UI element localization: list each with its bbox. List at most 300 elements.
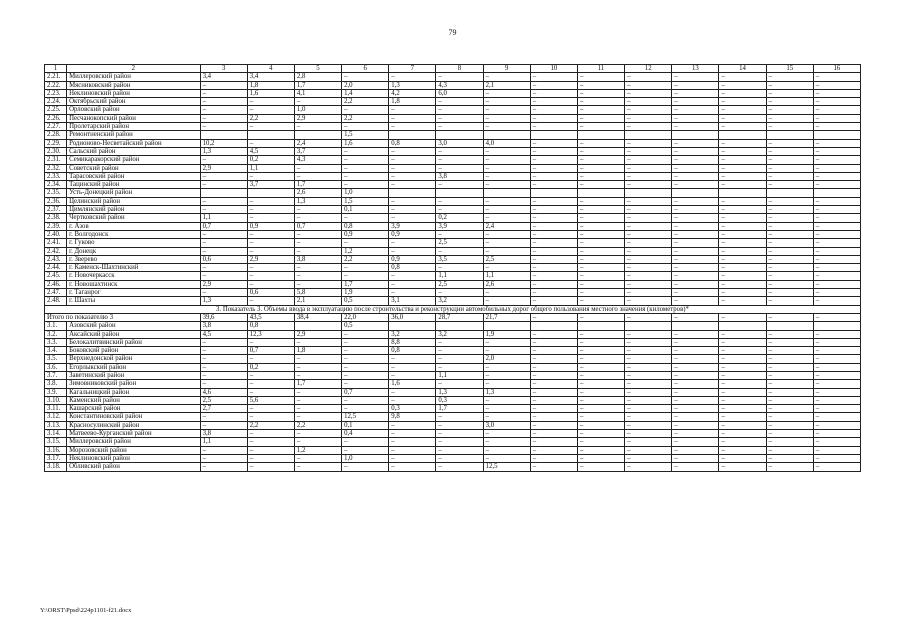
value-cell: –: [200, 206, 247, 214]
value-cell: –: [577, 396, 624, 404]
value-cell: –: [766, 147, 813, 155]
value-cell: –: [719, 139, 766, 147]
value-cell: –: [672, 313, 719, 321]
table-row: [45, 347, 861, 355]
value-cell: –: [813, 230, 860, 238]
value-cell: –: [530, 106, 577, 114]
district-name: Пролетарский район: [67, 123, 200, 131]
value-cell: –: [577, 421, 624, 429]
value-cell: –: [530, 230, 577, 238]
total-row: [45, 313, 861, 321]
value-cell: –: [672, 106, 719, 114]
value-cell: –: [625, 463, 672, 471]
value-cell: –: [247, 355, 294, 363]
value-cell: 3,2: [436, 297, 483, 305]
table-row: [45, 413, 861, 421]
value-cell: –: [577, 297, 624, 305]
value-cell: –: [719, 264, 766, 272]
value-cell: –: [766, 214, 813, 222]
value-cell: –: [389, 289, 436, 297]
value-cell: –: [294, 338, 341, 346]
value-cell: –: [389, 156, 436, 164]
value-cell: –: [719, 313, 766, 321]
value-cell: –: [813, 297, 860, 305]
value-cell: 3,4: [200, 73, 247, 81]
row-number: 2.29.: [45, 139, 67, 147]
table-row: [45, 446, 861, 454]
value-cell: –: [436, 446, 483, 454]
table-row: [45, 131, 861, 139]
value-cell: 1,8: [294, 347, 341, 355]
table-row: [45, 289, 861, 297]
value-cell: –: [389, 73, 436, 81]
column-header: 6: [342, 65, 389, 73]
data-table: [44, 64, 861, 472]
value-cell: [247, 189, 294, 197]
value-cell: –: [200, 247, 247, 255]
column-header: 13: [672, 65, 719, 73]
value-cell: –: [483, 114, 530, 122]
district-name: Неклиновский район: [67, 89, 200, 97]
table-row: [45, 222, 861, 230]
value-cell: –: [247, 172, 294, 180]
value-cell: 0,2: [247, 156, 294, 164]
value-cell: –: [813, 421, 860, 429]
value-cell: –: [813, 147, 860, 155]
value-cell: –: [530, 380, 577, 388]
value-cell: –: [200, 363, 247, 371]
value-cell: –: [813, 239, 860, 247]
value-cell: –: [719, 347, 766, 355]
value-cell: –: [530, 297, 577, 305]
value-cell: –: [766, 446, 813, 454]
district-name: г. Шахты: [67, 297, 200, 305]
value-cell: –: [719, 147, 766, 155]
district-name: Боковский район: [67, 347, 200, 355]
district-name: Октябрьский район: [67, 98, 200, 106]
district-name: Усть-Донецкий район: [67, 189, 200, 197]
value-cell: –: [342, 272, 389, 280]
value-cell: –: [766, 89, 813, 97]
value-cell: –: [672, 81, 719, 89]
value-cell: [530, 131, 577, 139]
value-cell: –: [294, 272, 341, 280]
table-row: [45, 338, 861, 346]
value-cell: –: [813, 405, 860, 413]
value-cell: 12,3: [247, 330, 294, 338]
value-cell: –: [483, 264, 530, 272]
value-cell: –: [577, 239, 624, 247]
value-cell: –: [530, 147, 577, 155]
value-cell: –: [483, 98, 530, 106]
value-cell: –: [719, 421, 766, 429]
value-cell: –: [530, 206, 577, 214]
value-cell: –: [813, 98, 860, 106]
value-cell: –: [294, 239, 341, 247]
value-cell: –: [672, 396, 719, 404]
row-number: 2.26.: [45, 114, 67, 122]
value-cell: –: [719, 454, 766, 462]
value-cell: –: [436, 98, 483, 106]
value-cell: –: [625, 272, 672, 280]
value-cell: –: [672, 147, 719, 155]
column-header: 3: [200, 65, 247, 73]
value-cell: –: [672, 330, 719, 338]
value-cell: 0,6: [247, 289, 294, 297]
value-cell: –: [625, 139, 672, 147]
value-cell: –: [200, 380, 247, 388]
value-cell: –: [625, 114, 672, 122]
value-cell: –: [766, 230, 813, 238]
value-cell: –: [625, 164, 672, 172]
value-cell: [247, 131, 294, 139]
value-cell: –: [530, 313, 577, 321]
value-cell: 3,2: [389, 330, 436, 338]
value-cell: 5,8: [294, 289, 341, 297]
value-cell: –: [483, 405, 530, 413]
value-cell: 3,0: [483, 421, 530, 429]
row-number: 2.25.: [45, 106, 67, 114]
district-name: Морозовский район: [67, 446, 200, 454]
value-cell: –: [389, 421, 436, 429]
value-cell: 1,3: [200, 297, 247, 305]
value-cell: –: [672, 197, 719, 205]
value-cell: –: [436, 264, 483, 272]
value-cell: –: [577, 98, 624, 106]
value-cell: –: [483, 230, 530, 238]
value-cell: [766, 131, 813, 139]
table-row: [45, 89, 861, 97]
district-name: Егорлыкский район: [67, 363, 200, 371]
value-cell: –: [719, 123, 766, 131]
value-cell: –: [389, 438, 436, 446]
value-cell: –: [200, 446, 247, 454]
value-cell: [200, 131, 247, 139]
value-cell: –: [577, 280, 624, 288]
value-cell: –: [577, 147, 624, 155]
value-cell: –: [483, 338, 530, 346]
value-cell: –: [200, 114, 247, 122]
district-name: г. Донецк: [67, 247, 200, 255]
value-cell: 3,4: [247, 73, 294, 81]
row-number: 3.4.: [45, 347, 67, 355]
value-cell: 1,8: [389, 98, 436, 106]
value-cell: –: [813, 289, 860, 297]
value-cell: –: [813, 272, 860, 280]
value-cell: –: [672, 181, 719, 189]
value-cell: –: [766, 438, 813, 446]
value-cell: –: [247, 98, 294, 106]
value-cell: –: [483, 363, 530, 371]
row-number: 2.21.: [45, 73, 67, 81]
value-cell: –: [200, 89, 247, 97]
table-row: [45, 454, 861, 462]
value-cell: –: [577, 73, 624, 81]
value-cell: –: [483, 438, 530, 446]
value-cell: –: [672, 206, 719, 214]
row-number: 2.33.: [45, 172, 67, 180]
value-cell: –: [483, 247, 530, 255]
value-cell: –: [530, 430, 577, 438]
value-cell: –: [247, 206, 294, 214]
value-cell: –: [342, 363, 389, 371]
value-cell: –: [483, 164, 530, 172]
table-row: [45, 371, 861, 379]
value-cell: –: [530, 330, 577, 338]
value-cell: –: [436, 454, 483, 462]
value-cell: [719, 189, 766, 197]
value-cell: –: [719, 98, 766, 106]
row-number: 3.15.: [45, 438, 67, 446]
table-row: [45, 181, 861, 189]
value-cell: –: [530, 413, 577, 421]
value-cell: –: [577, 264, 624, 272]
row-number: 3.11.: [45, 405, 67, 413]
value-cell: –: [625, 206, 672, 214]
value-cell: 2,2: [247, 421, 294, 429]
value-cell: –: [766, 239, 813, 247]
value-cell: –: [813, 388, 860, 396]
value-cell: –: [625, 255, 672, 263]
value-cell: 0,1: [342, 206, 389, 214]
value-cell: –: [530, 264, 577, 272]
value-cell: –: [530, 123, 577, 131]
table-row: [45, 247, 861, 255]
column-header: 5: [294, 65, 341, 73]
value-cell: –: [813, 313, 860, 321]
value-cell: –: [719, 247, 766, 255]
value-cell: –: [342, 371, 389, 379]
table-row: [45, 355, 861, 363]
value-cell: –: [389, 123, 436, 131]
value-cell: –: [200, 156, 247, 164]
value-cell: –: [672, 172, 719, 180]
value-cell: –: [719, 297, 766, 305]
value-cell: –: [719, 355, 766, 363]
value-cell: –: [719, 222, 766, 230]
district-name: Миллеровский район: [67, 73, 200, 81]
value-cell: –: [672, 347, 719, 355]
value-cell: –: [530, 89, 577, 97]
value-cell: –: [625, 380, 672, 388]
value-cell: –: [294, 98, 341, 106]
value-cell: –: [530, 222, 577, 230]
value-cell: –: [577, 463, 624, 471]
table-row: [45, 405, 861, 413]
value-cell: –: [200, 272, 247, 280]
value-cell: –: [436, 363, 483, 371]
value-cell: –: [530, 363, 577, 371]
value-cell: –: [766, 454, 813, 462]
value-cell: –: [342, 338, 389, 346]
value-cell: –: [577, 214, 624, 222]
value-cell: –: [342, 463, 389, 471]
value-cell: 0,9: [389, 255, 436, 263]
value-cell: –: [766, 330, 813, 338]
district-name: Неклиновский район: [67, 454, 200, 462]
value-cell: –: [389, 388, 436, 396]
value-cell: –: [577, 380, 624, 388]
value-cell: 0,8: [389, 139, 436, 147]
value-cell: 0,7: [247, 347, 294, 355]
column-header: 12: [625, 65, 672, 73]
value-cell: –: [342, 147, 389, 155]
value-cell: –: [766, 222, 813, 230]
value-cell: [719, 131, 766, 139]
table-row: [45, 363, 861, 371]
value-cell: [389, 322, 436, 330]
value-cell: 4,2: [389, 89, 436, 97]
value-cell: –: [719, 405, 766, 413]
row-number: 2.47.: [45, 289, 67, 297]
value-cell: –: [200, 123, 247, 131]
value-cell: –: [530, 396, 577, 404]
value-cell: –: [200, 230, 247, 238]
value-cell: –: [200, 463, 247, 471]
value-cell: 2,7: [200, 405, 247, 413]
value-cell: –: [766, 338, 813, 346]
value-cell: –: [813, 446, 860, 454]
value-cell: –: [530, 214, 577, 222]
value-cell: –: [625, 280, 672, 288]
value-cell: 3,7: [294, 147, 341, 155]
value-cell: –: [200, 106, 247, 114]
value-cell: –: [530, 355, 577, 363]
value-cell: 0,7: [342, 388, 389, 396]
value-cell: –: [294, 230, 341, 238]
value-cell: –: [577, 247, 624, 255]
value-cell: [483, 131, 530, 139]
value-cell: –: [342, 214, 389, 222]
value-cell: –: [389, 363, 436, 371]
value-cell: 0,8: [342, 222, 389, 230]
value-cell: –: [389, 396, 436, 404]
value-cell: –: [813, 181, 860, 189]
value-cell: –: [294, 405, 341, 413]
value-cell: –: [766, 405, 813, 413]
value-cell: 0,7: [294, 222, 341, 230]
value-cell: 9,8: [389, 413, 436, 421]
row-number: 2.31.: [45, 156, 67, 164]
value-cell: 2,5: [436, 239, 483, 247]
value-cell: –: [719, 214, 766, 222]
district-name: Семикаракорский район: [67, 156, 200, 164]
value-cell: 1,3: [436, 388, 483, 396]
value-cell: 6,0: [436, 89, 483, 97]
value-cell: –: [813, 380, 860, 388]
value-cell: –: [530, 388, 577, 396]
column-header: 15: [766, 65, 813, 73]
footer-file-path: Y:\ORST\Ppsd\224p1101-f21.docx: [40, 607, 132, 614]
value-cell: –: [200, 81, 247, 89]
value-cell: –: [719, 230, 766, 238]
value-cell: [625, 322, 672, 330]
value-cell: –: [389, 355, 436, 363]
value-cell: 28,7: [436, 313, 483, 321]
value-cell: –: [389, 463, 436, 471]
value-cell: –: [389, 206, 436, 214]
value-cell: –: [766, 463, 813, 471]
table-row: [45, 189, 861, 197]
value-cell: 3,8: [200, 322, 247, 330]
value-cell: –: [389, 371, 436, 379]
value-cell: [672, 131, 719, 139]
value-cell: –: [247, 413, 294, 421]
value-cell: –: [766, 172, 813, 180]
value-cell: –: [389, 181, 436, 189]
value-cell: –: [389, 197, 436, 205]
value-cell: 36,0: [389, 313, 436, 321]
value-cell: –: [766, 164, 813, 172]
value-cell: –: [483, 297, 530, 305]
value-cell: 1,1: [200, 214, 247, 222]
district-name: Цимлянский район: [67, 206, 200, 214]
value-cell: –: [247, 239, 294, 247]
value-cell: –: [436, 156, 483, 164]
value-cell: –: [247, 430, 294, 438]
value-cell: –: [436, 430, 483, 438]
value-cell: –: [436, 413, 483, 421]
value-cell: –: [483, 214, 530, 222]
table-row: [45, 114, 861, 122]
value-cell: 1,2: [342, 247, 389, 255]
table-row: [45, 438, 861, 446]
value-cell: –: [813, 172, 860, 180]
row-number: 2.23.: [45, 89, 67, 97]
value-cell: –: [436, 347, 483, 355]
value-cell: –: [625, 430, 672, 438]
value-cell: –: [813, 156, 860, 164]
value-cell: –: [577, 255, 624, 263]
value-cell: –: [577, 272, 624, 280]
value-cell: [483, 189, 530, 197]
value-cell: [577, 131, 624, 139]
district-name: Аксайский район: [67, 330, 200, 338]
value-cell: –: [766, 106, 813, 114]
district-name: г. Каменск-Шахтинский: [67, 264, 200, 272]
table-row: [45, 172, 861, 180]
value-cell: –: [483, 347, 530, 355]
value-cell: –: [483, 446, 530, 454]
value-cell: –: [813, 164, 860, 172]
value-cell: –: [530, 280, 577, 288]
value-cell: –: [436, 355, 483, 363]
value-cell: –: [577, 164, 624, 172]
value-cell: –: [672, 164, 719, 172]
district-name: г. Таганрог: [67, 289, 200, 297]
value-cell: –: [342, 239, 389, 247]
value-cell: –: [625, 73, 672, 81]
value-cell: –: [530, 371, 577, 379]
value-cell: –: [813, 463, 860, 471]
table-row: [45, 81, 861, 89]
value-cell: 12,5: [342, 413, 389, 421]
value-cell: 0,6: [200, 255, 247, 263]
table-row: [45, 98, 861, 106]
value-cell: 2,5: [483, 255, 530, 263]
table-row: [45, 388, 861, 396]
value-cell: –: [672, 239, 719, 247]
district-name: Верхнедонской район: [67, 355, 200, 363]
value-cell: –: [530, 446, 577, 454]
value-cell: –: [530, 272, 577, 280]
district-name: Мясниковский район: [67, 81, 200, 89]
value-cell: –: [672, 380, 719, 388]
value-cell: –: [672, 264, 719, 272]
value-cell: –: [247, 230, 294, 238]
value-cell: –: [294, 264, 341, 272]
value-cell: 0,7: [200, 222, 247, 230]
